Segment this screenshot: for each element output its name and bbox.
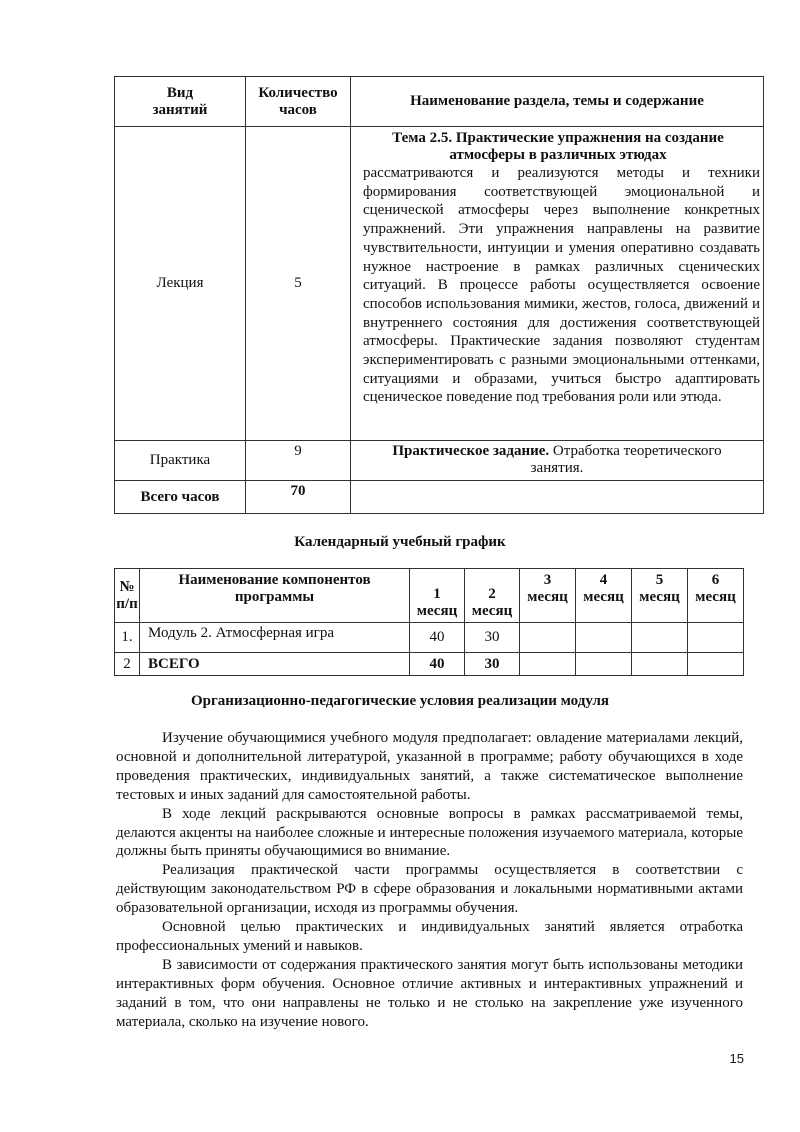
practice-task-label: Практическое задание. — [392, 443, 550, 459]
header-month-3: 3 месяц — [520, 569, 576, 623]
month-4-value — [576, 653, 632, 676]
lecture-hours-cell: 5 — [246, 127, 351, 441]
month-5-value — [632, 623, 688, 653]
practice-hours-cell: 9 — [246, 441, 351, 481]
paragraph: В ходе лекций раскрываются основные вопросы в рамках рассматриваемой темы, делаются акценты на наиболее сложные и интересные положения изучаемого материала, которые должны быть приняты обучающимися во внимание. — [116, 805, 743, 860]
lecture-content-cell — [351, 127, 764, 441]
header-month-2: 2 месяц — [465, 569, 520, 623]
month-6-value — [688, 653, 744, 676]
header-lesson-type: Вид занятий — [115, 77, 246, 127]
paragraph: Основной целью практических и индивидуальных занятий является отработка профессиональных умений и навыков. — [116, 919, 743, 954]
paragraph: Изучение обучающимися учебного модуля предполагает: овладение материалами лекций, основной и дополнительной литературой, указанной в программе; работу обучающихся в ходе проведения практических, индивидуальных занятий, а также систематическое выполнение тестовых и иных заданий для самостоятельной работы. — [116, 730, 743, 803]
month-3-value — [520, 653, 576, 676]
calendar-table — [114, 568, 744, 676]
paragraph: Реализация практической части программы осуществляется в соответствии с действующим законодательством РФ в сфере образования и локальными нормативными актами образовательной организации, исходя из программы обучения. — [116, 862, 743, 917]
practice-type-cell: Практика — [115, 441, 246, 481]
practice-task-text-2: занятия. — [530, 460, 584, 476]
table-row-practice — [115, 441, 764, 481]
table-header-row — [115, 77, 764, 127]
calendar-row-module — [115, 623, 744, 653]
total-hours-cell: 70 — [246, 481, 351, 514]
row-number: 1. — [115, 623, 140, 653]
month-2-value: 30 — [465, 623, 520, 653]
month-6-value — [688, 623, 744, 653]
header-month-6: 6 месяц — [688, 569, 744, 623]
month-4-value — [576, 623, 632, 653]
month-1-value: 40 — [410, 623, 465, 653]
month-2-value: 30 — [465, 653, 520, 676]
calendar-row-total — [115, 653, 744, 676]
header-section-title: Наименование раздела, темы и содержание — [351, 77, 764, 127]
month-3-value — [520, 623, 576, 653]
practice-content-cell — [351, 441, 764, 481]
table-row-lecture — [115, 127, 764, 441]
row-number: 2 — [115, 653, 140, 676]
header-row-number: № п/п — [115, 569, 140, 623]
table-row-total — [115, 481, 764, 514]
header-month-4: 4 месяц — [576, 569, 632, 623]
practice-task-text-1: Отработка теоретического — [549, 443, 722, 459]
topic-description: рассматриваются и реализуются методы и техники формирования соответствующей эмоциональной и сценической атмосферы через выполнение конкретных упражнений. Эти упражнения направлены на развитие чувствительности, интуиции и умения оперативно создавать нужное настроение в рамках различных сценических ситуаций. В процессе работы осуществляется освоение способов использования мимики, жестов, голоса, движений и внутреннего состояния для достижения соответствующей атмосферы. Практические задания позволяют студентам экспериментировать с разными эмоциональными оттенками, ситуациями и образами, учиться быстро адаптировать сценическое поведение под требования роли или этюда. — [363, 165, 760, 406]
total-empty-cell — [351, 481, 764, 514]
body-text — [116, 729, 743, 1032]
month-1-value: 40 — [410, 653, 465, 676]
topic-title: Тема 2.5. Практические упражнения на создание атмосферы в различных этюдах — [392, 130, 724, 163]
org-conditions-heading: Организационно-педагогические условия реализации модуля — [190, 693, 609, 709]
month-5-value — [632, 653, 688, 676]
component-name: ВСЕГО — [140, 653, 410, 676]
header-month-5: 5 месяц — [632, 569, 688, 623]
component-name: Модуль 2. Атмосферная игра — [140, 623, 410, 653]
page-number: 15 — [729, 1051, 744, 1066]
calendar-header-row — [115, 569, 744, 623]
header-component-name: Наименование компонентов программы — [140, 569, 410, 623]
calendar-heading: Календарный учебный график — [294, 534, 506, 550]
paragraph: В зависимости от содержания практического занятия могут быть использованы методики интерактивных форм обучения. Основное отличие активных и интерактивных упражнений и заданий в том, что они направлены не только и не столько на закрепление уже изученного материала, сколько на изучение нового. — [116, 956, 743, 1030]
lesson-plan-table — [114, 76, 764, 514]
header-month-1: 1 месяц — [410, 569, 465, 623]
lecture-type-cell: Лекция — [115, 127, 246, 441]
header-hours: Количество часов — [246, 77, 351, 127]
total-label-cell: Всего часов — [115, 481, 246, 514]
